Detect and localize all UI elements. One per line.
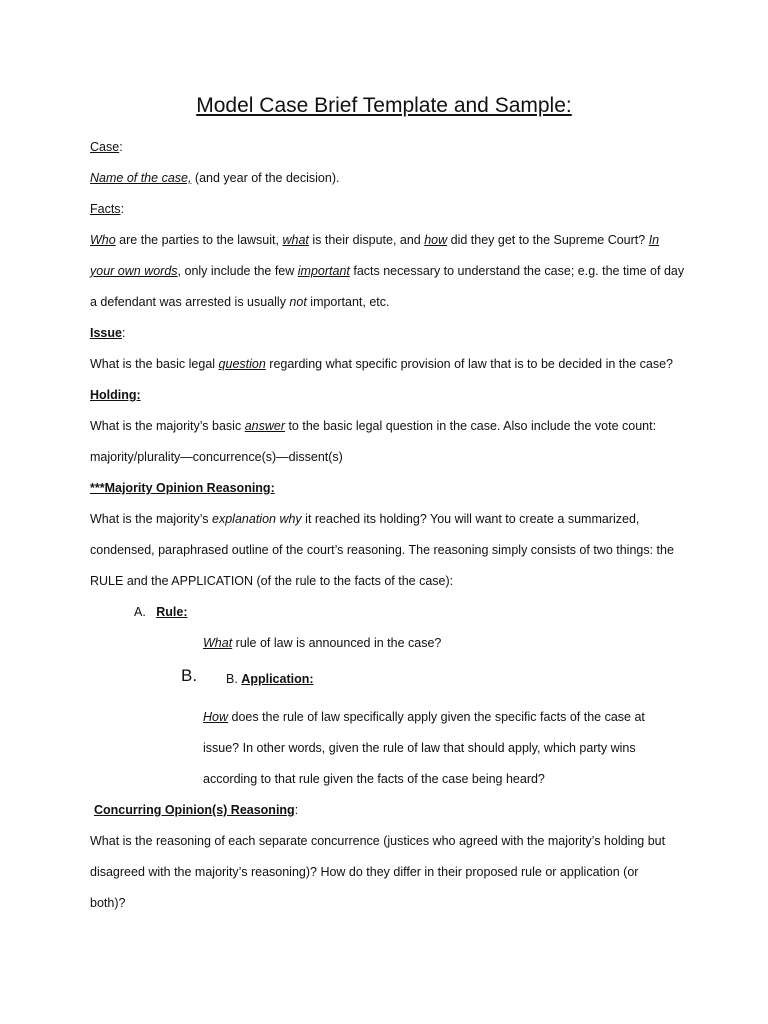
application-how: How [203,710,229,724]
case-body [90,170,688,186]
concurring-heading-line [94,802,688,818]
issue-heading: Issue [90,326,122,340]
facts-how: how [424,233,448,247]
concurring-colon: : [294,803,299,817]
case-heading-line [90,139,688,155]
facts-in: In [648,233,660,247]
holding-text: to the basic legal question in the case. Also include the vote count: [284,419,657,433]
facts-line-2 [90,263,688,279]
issue-colon: : [121,326,126,340]
application-text: does the rule of law specifically apply given the specific facts of the case at [228,710,645,724]
facts-not: not [289,295,307,309]
holding-line-2: majority/plurality—concurrence(s)—dissent(s) [90,450,343,464]
issue-heading-line [90,325,688,341]
holding-text: What is the majority’s basic [90,419,245,433]
application-line-2: issue? In other words, given the rule of law that should apply, which party wins [203,741,636,755]
rule-what: What [203,636,233,650]
concurring-line-1: What is the reasoning of each separate concurrence (justices who agreed with the majority’s holding but [90,834,666,848]
case-rest: (and year of the decision). [191,171,340,185]
majority-line-1 [90,511,688,527]
application-marker: B. [226,672,242,686]
issue-question: question [218,357,266,371]
facts-important: important [297,264,350,278]
facts-text: a defendant was arrested is usually [90,295,290,309]
case-name: Name of the case, [90,171,192,185]
majority-explanation: explanation why [212,512,302,526]
holding-heading-line [90,387,688,403]
holding-answer: answer [244,419,285,433]
concurring-heading: Concurring Opinion(s) Reasoning [94,803,295,817]
application-line-3: according to that rule given the facts of the case being heard? [203,772,545,786]
facts-text: are the parties to the lawsuit, [115,233,283,247]
rule-marker: A. [134,605,146,619]
rule-heading: Rule: [156,605,188,619]
facts-heading-line [90,201,688,217]
page-title: Model Case Brief Template and Sample: [196,94,572,117]
issue-text: regarding what specific provision of law that is to be decided in the case? [265,357,673,371]
holding-line-1 [90,418,688,434]
facts-own-words: your own words [90,264,178,278]
facts-text: facts necessary to understand the case; e.g. the time of day [349,264,685,278]
facts-text: did they get to the Supreme Court? [447,233,649,247]
application-line-1 [203,709,688,725]
case-heading: Case [90,140,120,154]
majority-heading: ***Majority Opinion Reasoning: [90,481,275,495]
facts-colon: : [120,202,125,216]
facts-heading: Facts [90,202,121,216]
facts-text: important, etc. [306,295,390,309]
facts-line-1 [90,232,688,248]
facts-line-3 [90,294,688,310]
majority-line-2: condensed, paraphrased outline of the court’s reasoning. The reasoning simply consists of two things: the [90,543,674,557]
application-heading: Application: [241,672,314,686]
rule-heading-line [134,604,688,620]
application-heading-line [226,671,688,687]
concurring-line-2: disagreed with the majority’s reasoning)? How do they differ in their proposed rule or application (or [90,865,639,879]
rule-text: rule of law is announced in the case? [232,636,442,650]
rule-body [203,635,688,651]
facts-who: Who [90,233,116,247]
issue-body [90,356,688,372]
holding-heading: Holding: [90,388,141,402]
facts-what: what [282,233,309,247]
facts-text: is their dispute, and [308,233,425,247]
majority-heading-line [90,480,688,496]
case-colon: : [119,140,123,154]
issue-text: What is the basic legal [90,357,219,371]
facts-text: , only include the few [177,264,298,278]
application-big-marker: B. [181,666,198,685]
majority-text: it reached its holding? You will want to create a summarized, [301,512,640,526]
concurring-line-3: both)? [90,896,126,910]
majority-line-3: RULE and the APPLICATION (of the rule to the facts of the case): [90,574,454,588]
majority-text: What is the majority’s [90,512,213,526]
